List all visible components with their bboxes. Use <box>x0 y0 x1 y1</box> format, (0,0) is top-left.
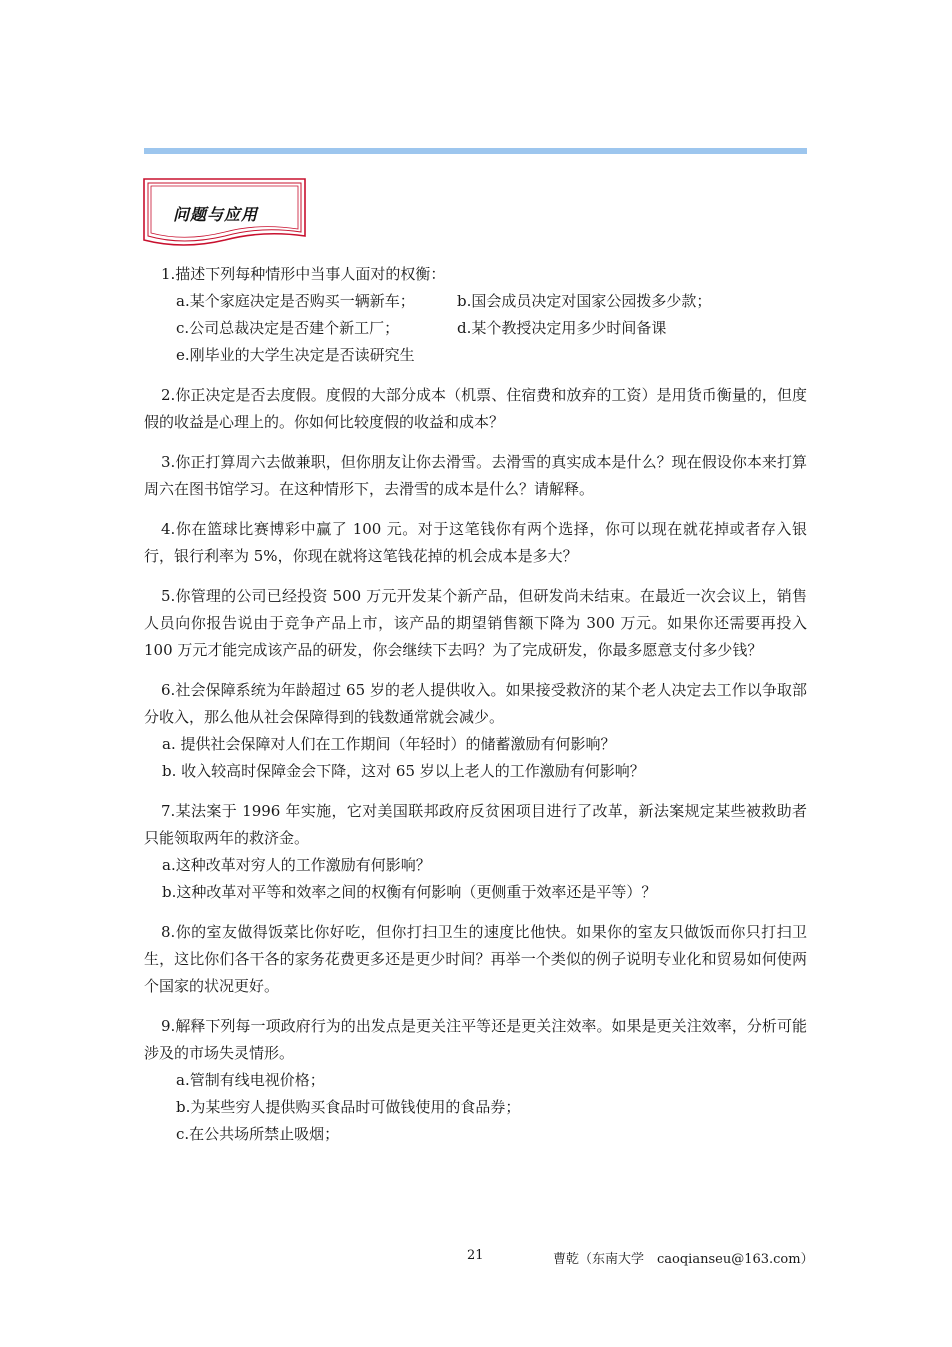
question-7 <box>144 798 807 906</box>
question-6 <box>144 677 807 785</box>
sub-question-a: a. 提供社会保障对人们在工作期间（年轻时）的储蓄激励有何影响？ <box>162 735 616 753</box>
question-text: 4.你在篮球比赛博彩中赢了 100 元。对于这笔钱你有两个选择，你可以现在就花掉或者存入银行，银行利率为 5%，你现在就将这笔钱花掉的机会成本是多大？ <box>144 520 807 565</box>
sub-question-a: a.这种改革对穷人的工作激励有何影响？ <box>162 856 431 874</box>
option-d: d.某个教授决定用多少时间备课 <box>457 319 667 337</box>
question-2 <box>144 382 807 436</box>
question-text: 6.社会保障系统为年龄超过 65 岁的老人提供收入。如果接受救济的某个老人决定去工作以争取部分收入，那么他从社会保障得到的钱数通常就会减少。 <box>144 681 807 726</box>
page-number: 21 <box>467 1248 484 1263</box>
option-a: a.管制有线电视价格； <box>176 1071 325 1089</box>
option-b: b.为某些穷人提供购买食品时可做钱使用的食品券； <box>176 1098 521 1116</box>
option-a: a.某个家庭决定是否购买一辆新车； <box>176 292 415 310</box>
question-4 <box>144 516 807 570</box>
option-b: b.国会成员决定对国家公园拨多少款； <box>457 292 712 310</box>
questions-list <box>144 261 807 1161</box>
option-row <box>144 342 807 369</box>
question-text: 3.你正打算周六去做兼职，但你朋友让你去滑雪。去滑雪的真实成本是什么？现在假设你本来打算周六在图书馆学习。在这种情形下，去滑雪的成本是什么？请解释。 <box>144 453 807 498</box>
option-e: e.刚毕业的大学生决定是否读研究生 <box>176 346 415 364</box>
question-9 <box>144 1013 807 1148</box>
question-text: 5.你管理的公司已经投资 500 万元开发某个新产品，但研发尚未结束。在最近一次会议上，销售人员向你报告说由于竞争产品上市，该产品的期望销售额下降为 300 万元。如果你还需要再投入 100 万元才能完成该产品的研发，你会继续下去吗？为了完成研发，你最多愿意支付多少钱？ <box>144 587 807 659</box>
question-1 <box>144 261 807 369</box>
sub-question-b: b. 收入较高时保障金会下降，这对 65 岁以上老人的工作激励有何影响？ <box>162 762 645 780</box>
section-heading-box <box>143 178 307 250</box>
option-row <box>144 315 807 342</box>
question-text: 9.解释下列每一项政府行为的出发点是更关注平等还是更关注效率。如果是更关注效率，分析可能涉及的市场失灵情形。 <box>144 1017 807 1062</box>
sub-question-b: b.这种改革对平等和效率之间的权衡有何影响（更侧重于效率还是平等）？ <box>162 883 657 901</box>
section-title: 问题与应用 <box>173 205 259 224</box>
author-credit: 曹乾（东南大学 caoqianseu@163.com） <box>553 1252 814 1267</box>
question-text: 7.某法案于 1996 年实施，它对美国联邦政府反贫困项目进行了改革，新法案规定某些被救助者只能领取两年的救济金。 <box>144 802 807 847</box>
option-row <box>144 288 807 315</box>
option-c: c.在公共场所禁止吸烟； <box>176 1125 340 1143</box>
header-rule <box>144 148 807 154</box>
question-3 <box>144 449 807 503</box>
question-text: 2.你正决定是否去度假。度假的大部分成本（机票、住宿费和放弃的工资）是用货币衡量的，但度假的收益是心理上的。你如何比较度假的收益和成本？ <box>144 386 807 431</box>
question-5 <box>144 583 807 664</box>
option-c: c.公司总裁决定是否建个新工厂； <box>176 319 400 337</box>
question-text: 1.描述下列每种情形中当事人面对的权衡： <box>161 265 446 283</box>
question-text: 8.你的室友做得饭菜比你好吃，但你打扫卫生的速度比他快。如果你的室友只做饭而你只打扫卫生，这比你们各干各的家务花费更多还是更少时间？再举一个类似的例子说明专业化和贸易如何使两个国家的状况更好。 <box>144 923 807 995</box>
question-8 <box>144 919 807 1000</box>
